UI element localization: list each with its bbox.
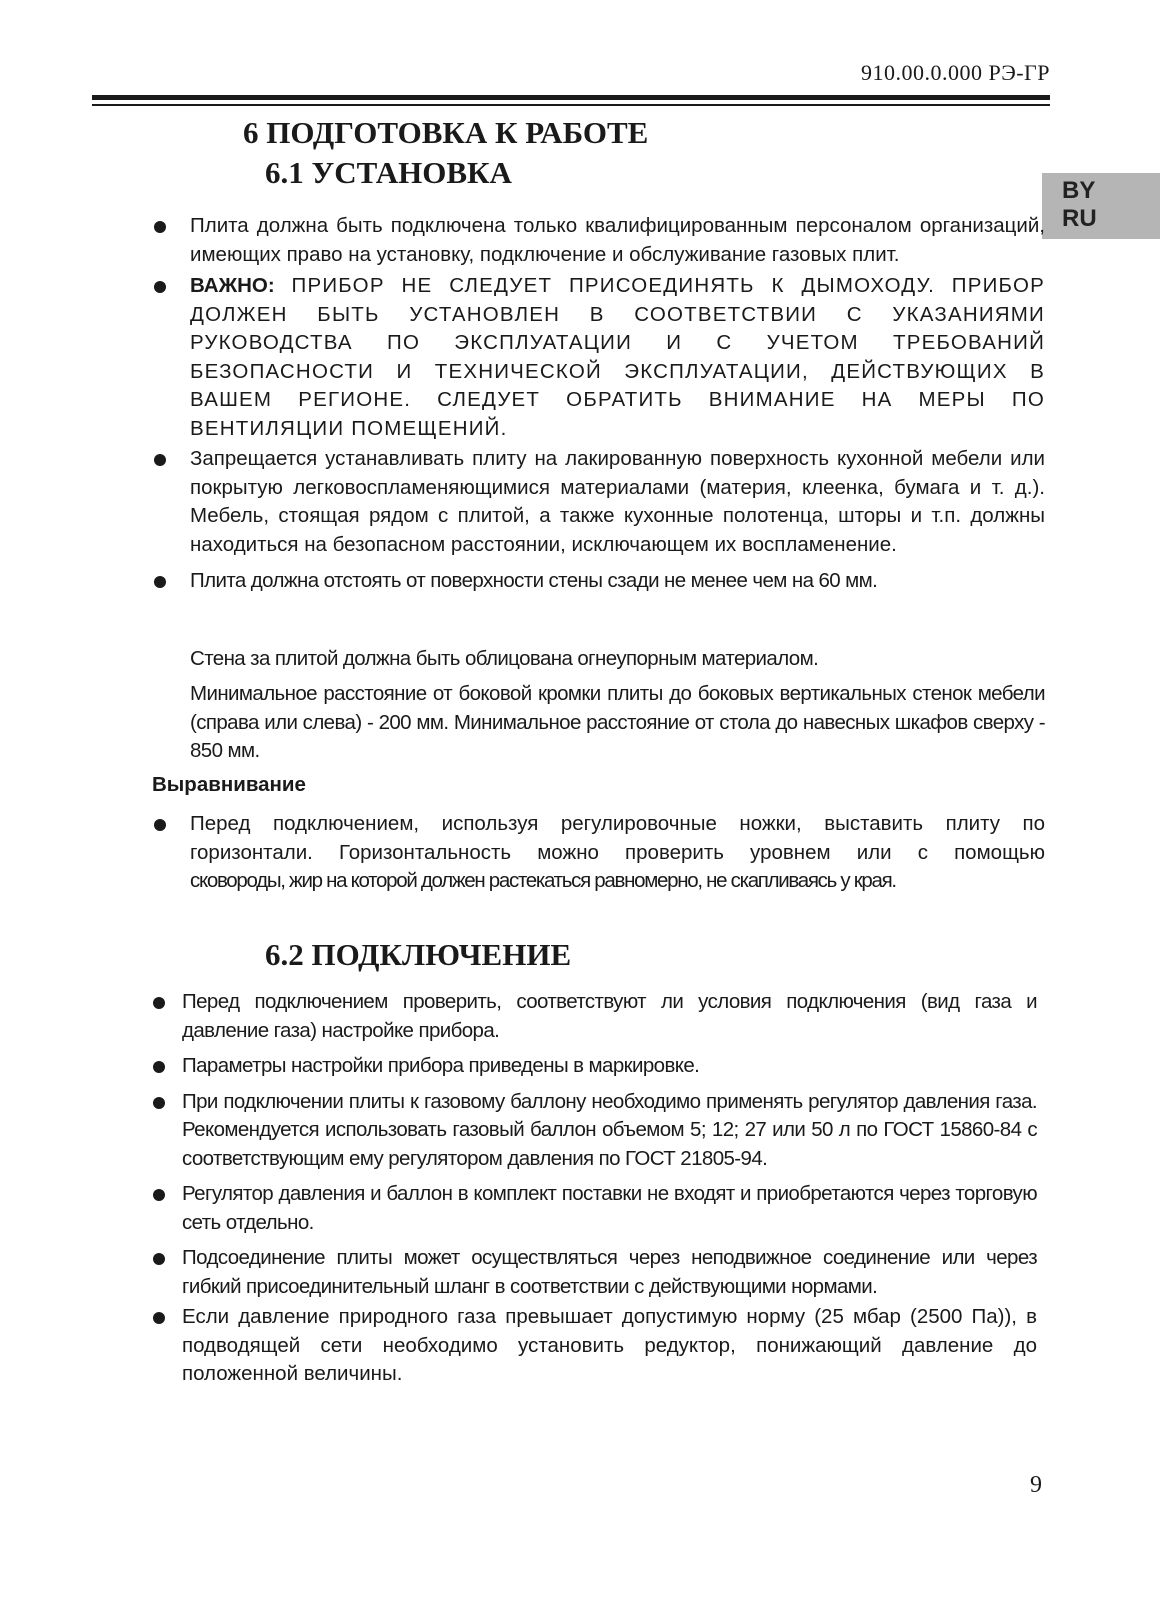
bullet-icon [153, 1312, 165, 1324]
leveling-list [190, 810, 1045, 896]
bullet-icon [153, 997, 165, 1009]
list-item-text: Плита должна быть подключена только квалифицированным персоналом организаций, имеющих право на установку, подключение и обслуживание газовых плит. [190, 214, 1045, 266]
header-rule-thick [92, 95, 1050, 100]
list-item [182, 1052, 1037, 1081]
document-code: 910.00.0.000 РЭ-ГР [860, 60, 1050, 85]
bullet-icon [153, 1189, 165, 1201]
language-tab-ru: RU [1062, 205, 1097, 232]
header-rule-thin [92, 104, 1050, 106]
important-label: ВАЖНО: [190, 274, 275, 297]
section-6-1-title: 6.1 УСТАНОВКА [265, 155, 512, 190]
bullet-icon [154, 576, 166, 588]
bullet-icon [154, 281, 166, 293]
section-6-title: 6 ПОДГОТОВКА К РАБОТЕ [243, 115, 649, 150]
list-item [190, 567, 1045, 596]
list-item-text: Запрещается устанавливать плиту на лакированную поверхность кухонной мебели или покрытую легковоспламеняющимися материалами (материя, клеенка, бумага и т. д.). Мебель, стоящая рядом с плитой, а также кухонные полотенца, шторы и т.п. должны находиться на безопасном расстоянии, исключающем их воспламенение. [190, 447, 1045, 556]
bullet-icon [153, 1253, 165, 1265]
list-item-text: При подключении плиты к газовому баллону необходимо применять регулятор давления газа. Рекомендуется использовать газовый баллон объемом 5; 12; 27 или 50 л по ГОСТ 15860-84 с соответствующим ему регулятором давления по ГОСТ 21805-94. [182, 1089, 1037, 1170]
list-item-text: Подсоединение плиты может осуществляться через неподвижное соединение или через гибкий присоединительный шланг в соответствии с действующими нормами. [182, 1246, 1037, 1298]
list-item [182, 1303, 1037, 1389]
bullet-icon [154, 221, 166, 233]
list-item-text: Плита должна отстоять от поверхности стены сзади не менее чем на 60 мм. [190, 569, 878, 592]
distance-note: Минимальное расстояние от боковой кромки плиты до боковых вертикальных стенок мебели (справа или слева) - 200 мм. Минимальное расстояние от стола до навесных шкафов сверху - 850 мм. [190, 682, 1045, 762]
list-item-text: Параметры настройки прибора приведены в маркировке. [182, 1054, 700, 1077]
wall-note: Стена за плитой должна быть облицована огнеупорным материалом. [190, 647, 819, 670]
section-6-2-title: 6.2 ПОДКЛЮЧЕНИЕ [265, 937, 572, 972]
list-item-important [190, 272, 1045, 443]
list-item [182, 988, 1037, 1045]
bullet-icon [154, 819, 166, 831]
list-item-text-condensed: сковороды, жир на которой должен растекаться равномерно, не скапливаясь у края. [190, 869, 896, 892]
list-item-text: Регулятор давления и баллон в комплект поставки не входят и приобретаются через торговую сеть отдельно. [182, 1182, 1037, 1234]
list-item [182, 1088, 1037, 1174]
list-item [182, 1180, 1037, 1237]
list-item-text: Перед подключением, используя регулировочные ножки, выставить плиту по горизонтали. Горизонтальность можно проверить уровнем или с помощью [190, 812, 1045, 864]
bullet-icon [153, 1061, 165, 1073]
list-item-text: Перед подключением проверить, соответствуют ли условия подключения (вид газа и давление газа) настройке прибора. [182, 990, 1037, 1042]
list-item [190, 445, 1045, 559]
page-number: 9 [1030, 1472, 1042, 1498]
list-item-text: Если давление природного газа превышает допустимую норму (25 мбар (2500 Па)), в подводящей сети необходимо установить редуктор, понижающий давление до положенной величины. [182, 1305, 1037, 1385]
language-tab-by: BY [1062, 177, 1096, 204]
bullet-icon [153, 1097, 165, 1109]
list-item [190, 212, 1045, 269]
list-item [190, 810, 1045, 896]
list-item [182, 1244, 1037, 1301]
connection-list [182, 988, 1037, 1389]
important-text: ПРИБОР НЕ СЛЕДУЕТ ПРИСОЕДИНЯТЬ К ДЫМОХОДУ. ПРИБОР ДОЛЖЕН БЫТЬ УСТАНОВЛЕН В СООТВЕТСТВИИ С УКАЗАНИЯМИ РУКОВОДСТВА ПО ЭКСПЛУАТАЦИИ И С УЧЕТОМ ТРЕБОВАНИЙ БЕЗОПАСНОСТИ И ТЕХНИЧЕСКОЙ ЭКСПЛУАТАЦИИ, ДЕЙСТВУЮЩИХ В ВАШЕМ РЕГИОНЕ. СЛЕДУЕТ ОБРАТИТЬ ВНИМАНИЕ НА МЕРЫ ПО ВЕНТИЛЯЦИИ ПОМЕЩЕНИЙ. [190, 274, 1045, 440]
leveling-heading: Выравнивание [152, 773, 306, 796]
installation-list [190, 212, 1045, 596]
bullet-icon [154, 454, 166, 466]
language-tab [1042, 173, 1160, 239]
